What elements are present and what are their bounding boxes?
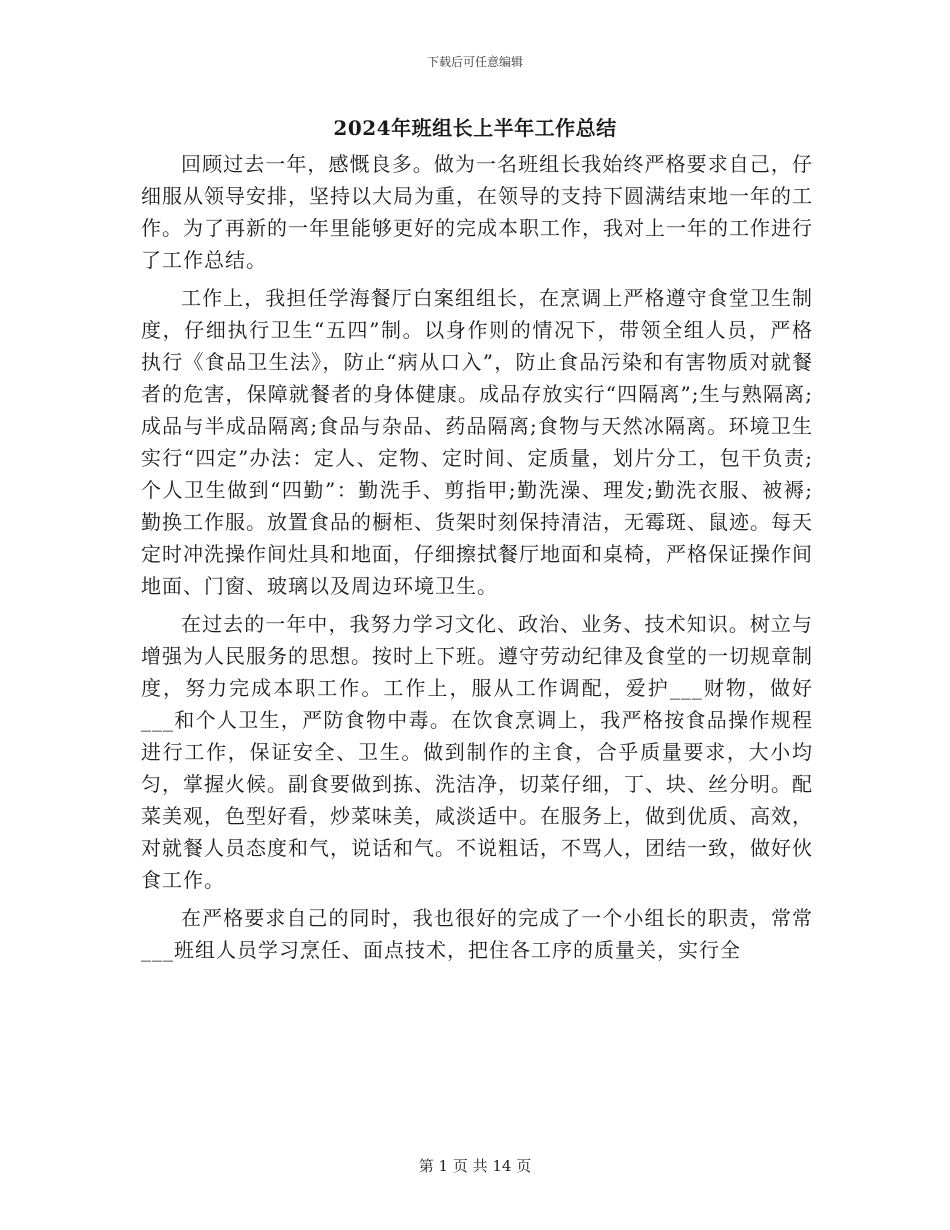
document-body xyxy=(141,148,813,972)
page-header-note: 下载后可任意编辑 xyxy=(426,55,523,69)
paragraph-2: 工作上，我担任学海餐厅白案组组长，在烹调上严格遵守食堂卫生制度，仔细执行卫生“五四”制。以身作则的情况下，带领全组人员，严格执行《食品卫生法》，防止“病从口入”，防止食品污染和有害物质对就餐者的危害，保障就餐者的身体健康。成品存放实行“四隔离”;生与熟隔离;成品与半成品隔离;食品与杂品、药品隔离;食物与天然冰隔离。环境卫生实行“四定”办法：定人、定物、定时间、定质量，划片分工，包干负责;个人卫生做到“四勤”：勤洗手、剪指甲;勤洗澡、理发;勤洗衣服、被褥;勤换工作服。放置食品的橱柜、货架时刻保持清洁，无霉斑、鼠迹。每天定时冲洗操作间灶具和地面，仔细擦拭餐厅地面和桌椅，严格保证操作间地面、门窗、玻璃以及周边环境卫生。 xyxy=(141,286,813,598)
paragraph-1: 回顾过去一年，感慨良多。做为一名班组长我始终严格要求自己，仔细服从领导安排，坚持以大局为重，在领导的支持下圆满结束地一年的工作。为了再新的一年里能够更好的完成本职工作，我对上一年的工作进行了工作总结。 xyxy=(141,152,813,272)
paragraph-4: 在严格要求自己的同时，我也很好的完成了一个小组长的职责，常常___班组人员学习烹任、面点技术，把住各工序的质量关，实行全 xyxy=(141,906,813,962)
document-title: 2024年班组长上半年工作总结 xyxy=(333,116,617,140)
paragraph-3: 在过去的一年中，我努力学习文化、政治、业务、技术知识。树立与增强为人民服务的思想。按时上下班。遵守劳动纪律及食堂的一切规章制度，努力完成本职工作。工作上，服从工作调配，爱护___财物，做好___和个人卫生，严防食物中毒。在饮食烹调上，我严格按食品操作规程进行工作，保证安全、卫生。做到制作的主食，合乎质量要求，大小均匀，掌握火候。副食要做到拣、洗洁净，切菜仔细，丁、块、丝分明。配菜美观，色型好看，炒菜味美，咸淡适中。在服务上，做到优质、高效，对就餐人员态度和气，说话和气。不说粗话，不骂人，团结一致，做好伙食工作。 xyxy=(141,612,813,892)
page-number: 第 1 页 共 14 页 xyxy=(418,1157,532,1175)
